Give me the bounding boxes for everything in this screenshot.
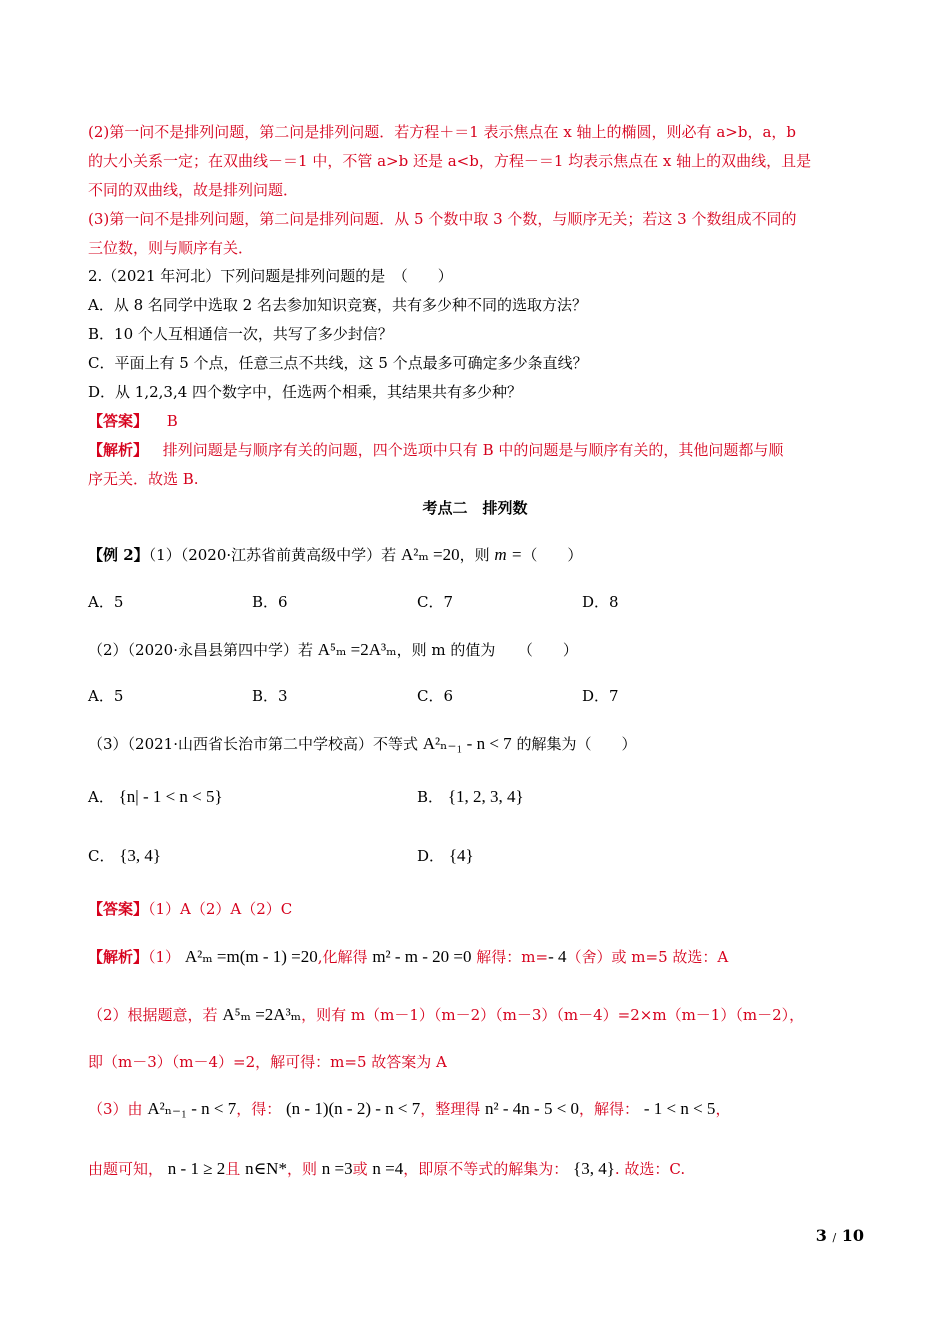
analysis-text: ，得：	[236, 1100, 282, 1118]
formula-inequality: A²ₙ₋₁ - n < 7	[422, 734, 512, 753]
option-label: B．	[417, 788, 444, 806]
stem-text: ，则 m 的值为 （ ）	[396, 641, 578, 659]
formula: n - 1 ≥ 2	[167, 1159, 226, 1178]
analysis-label: 【解析】	[88, 948, 149, 966]
analysis-text: ,化解得	[317, 948, 368, 966]
question-2-option-c: C．平面上有 5 个点，任意三点不共线，这 5 个点最多可确定多少条直线？	[88, 354, 588, 372]
answer-text: （1）A（2）A（2）C	[148, 900, 293, 918]
formula: n² - 4n - 5 < 0	[485, 1099, 580, 1118]
part3-line-2: 三位数，则与顺序有关．	[88, 239, 254, 257]
formula: A⁵ₘ =2A³ₘ	[222, 1005, 302, 1024]
formula-m: m =	[494, 545, 523, 564]
example-2-part-1-stem	[88, 540, 863, 570]
analysis-text: ，解得：	[579, 1100, 640, 1118]
example-2-analysis-line-2	[88, 1000, 863, 1030]
stem-text: 的解集为（ ）	[516, 735, 637, 753]
question-2-answer	[88, 407, 863, 436]
example-label: 【例 2】	[88, 546, 149, 564]
example-2-part-1-option-a: A．5	[88, 593, 124, 611]
example-2-part-3-option-a	[88, 785, 223, 809]
analysis-text: （舍）或 m=5 故选：A	[566, 948, 729, 966]
analysis-text: 且	[225, 1160, 241, 1178]
option-set: {1, 2, 3, 4}	[447, 787, 524, 806]
part3-line-1: (3)第一问不是排列问题，第二问是排列问题．从 5 个数中取 3 个数，与顺序无关；若这 3 个数组成不同的	[88, 210, 797, 228]
analysis-text: 由题可知，	[88, 1160, 164, 1178]
answer-label: 【答案】	[88, 412, 149, 430]
part2-line-3: 不同的双曲线，故是排列问题．	[88, 181, 299, 199]
example-2-analysis-line-4	[88, 1094, 863, 1124]
analysis-text: 解得：m=	[476, 948, 549, 966]
example-2-analysis-line-3: 即（m－3）（m－4）=2，解可得：m=5 故答案为 A	[88, 1053, 447, 1071]
analysis-text: ，则有 m（m－1）（m－2）（m－3）（m－4）=2×m（m－1）（m－2），	[301, 1006, 805, 1024]
analysis-text: ，则	[286, 1160, 317, 1178]
analysis-text: （2）根据题意，若	[88, 1006, 218, 1024]
analysis-text: 排列问题是与顺序有关的问题，四个选项中只有 B 中的问题是与顺序有关的，其他问题都与顺	[162, 441, 784, 459]
option-label: A．	[88, 788, 114, 806]
question-2-analysis-line-1	[88, 436, 863, 465]
stem-text: （3）（2021·山西省长治市第二中学校高）不等式	[88, 735, 418, 753]
analysis-text: （3）由	[88, 1100, 143, 1118]
answer-label: 【答案】	[88, 900, 149, 918]
analysis-text: 或	[352, 1160, 368, 1178]
option-label: D．	[417, 847, 445, 865]
example-2-analysis-line-1	[88, 942, 863, 972]
formula: n =4	[372, 1159, 404, 1178]
page-total: 10	[841, 1226, 864, 1245]
formula: (n - 1)(n - 2) - n < 7	[286, 1099, 421, 1118]
analysis-text: ，即原不等式的解集为：	[403, 1160, 569, 1178]
formula-arrangement: A²ₘ =20	[400, 545, 460, 564]
part2-line-2: 的大小关系一定；在双曲线－＝1 中，不管 a>b 还是 a<b，方程－＝1 均表示焦点在 x 轴上的双曲线，且是	[88, 152, 812, 170]
formula: A²ₘ =m(m - 1) =20	[184, 947, 318, 966]
question-2-stem: 2.（2021 年河北）下列问题是排列问题的是 （ ）	[88, 267, 453, 285]
example-2-answer	[88, 895, 863, 924]
stem-text: ，则	[459, 546, 490, 564]
option-label: C．	[88, 847, 115, 865]
example-2-part-3-stem	[88, 729, 863, 759]
section-heading: 考点二 排列数	[422, 499, 528, 517]
analysis-text: . 故选：C.	[614, 1160, 686, 1178]
analysis-label: 【解析】	[88, 441, 149, 459]
page-separator: /	[832, 1231, 837, 1244]
question-2-option-a: A．从 8 名同学中选取 2 名去参加知识竞赛，共有多少种不同的选取方法？	[88, 296, 587, 314]
example-2-part-3-option-d	[417, 844, 474, 868]
stem-text: （ ）	[522, 546, 583, 564]
example-2-part-1-option-b: B．6	[252, 593, 288, 611]
example-2-part-1-option-d: D．8	[582, 593, 619, 611]
example-2-part-1-option-c: C．7	[417, 593, 454, 611]
option-set: {3, 4}	[119, 846, 162, 865]
answer-value: B	[166, 412, 178, 430]
formula: m² - m - 20 =0	[372, 947, 472, 966]
option-set: {n| - 1 < n < 5}	[118, 787, 223, 806]
question-2-option-d: D．从 1,2,3,4 四个数字中，任选两个相乘，其结果共有多少种？	[88, 383, 523, 401]
example-2-part-2-option-c: C．6	[417, 687, 454, 705]
example-2-part-2-option-b: B．3	[252, 687, 288, 705]
example-2-analysis-line-5	[88, 1154, 863, 1184]
formula: n∈N*	[245, 1159, 287, 1178]
part2-line-1: (2)第一问不是排列问题，第二问是排列问题．若方程＋＝1 表示焦点在 x 轴上的椭圆，则必有 a>b，a，b	[88, 123, 796, 141]
analysis-text: ，	[715, 1100, 731, 1118]
formula: - 4	[548, 947, 567, 966]
formula: A²ₙ₋₁ - n < 7	[147, 1099, 237, 1118]
question-2-option-b: B．10 个人互相通信一次，共写了多少封信？	[88, 325, 393, 343]
formula: n =3	[321, 1159, 353, 1178]
formula-arrangement: A⁵ₘ =2A³ₘ	[317, 640, 397, 659]
option-set: {4}	[448, 846, 474, 865]
analysis-text: （1）	[148, 948, 181, 966]
example-2-part-3-option-b	[417, 785, 524, 809]
formula: - 1 < n < 5	[643, 1099, 716, 1118]
page-current: 3	[815, 1226, 827, 1245]
analysis-text: ，整理得	[420, 1100, 481, 1118]
example-2-part-2-option-a: A．5	[88, 687, 124, 705]
example-2-part-2-stem	[88, 635, 863, 665]
example-2-part-2-option-d: D．7	[582, 687, 619, 705]
stem-text: （2）（2020·永昌县第四中学）若	[88, 641, 313, 659]
example-2-part-3-option-c	[88, 844, 161, 868]
stem-text: （1）（2020·江苏省前黄高级中学）若	[148, 546, 397, 564]
formula: {3, 4}	[573, 1159, 615, 1178]
question-2-analysis-line-2: 序无关．故选 B.	[88, 470, 199, 488]
page-number	[816, 1226, 864, 1245]
